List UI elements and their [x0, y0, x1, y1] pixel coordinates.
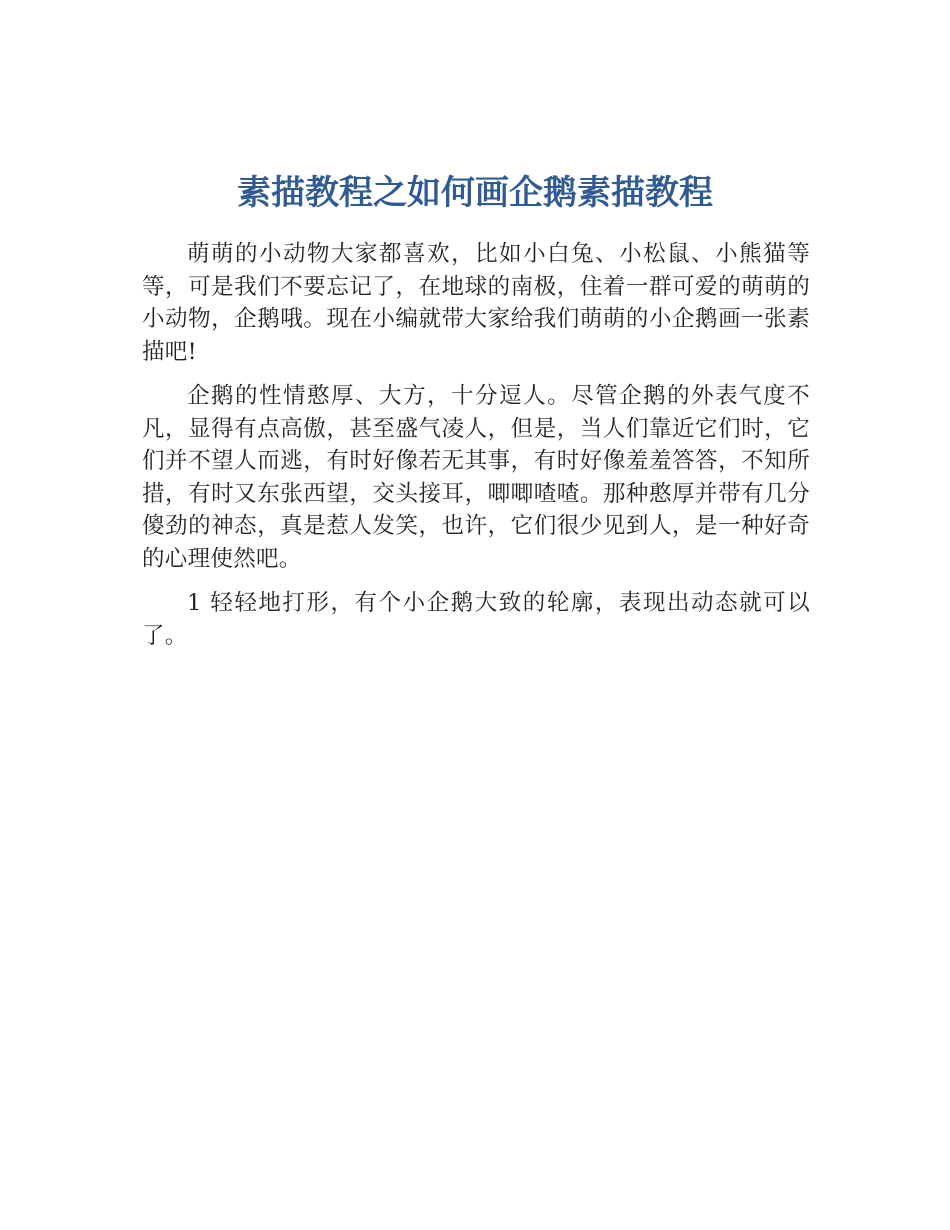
document-body	[142, 238, 810, 664]
paragraph-penguin-nature: 企鹅的性情憨厚、大方，十分逗人。尽管企鹅的外表气度不凡，显得有点高傲，甚至盛气凌人，但是，当人们靠近它们时，它们并不望人而逃，有时好像若无其事，有时好像羞羞答答，不知所措，有时又东张西望，交头接耳，唧唧喳喳。那种憨厚并带有几分傻劲的神态，真是惹人发笑，也许，它们很少见到人，是一种好奇的心理使然吧。	[142, 383, 810, 572]
paragraph-step-1: 1 轻轻地打形，有个小企鹅大致的轮廓，表现出动态就可以了。	[142, 590, 810, 649]
paragraph-intro: 萌萌的小动物大家都喜欢，比如小白兔、小松鼠、小熊猫等等，可是我们不要忘记了，在地球的南极，住着一群可爱的萌萌的小动物，企鹅哦。现在小编就带大家给我们萌萌的小企鹅画一张素描吧!	[142, 241, 810, 365]
page-title: 素描教程之如何画企鹅素描教程	[237, 172, 713, 213]
